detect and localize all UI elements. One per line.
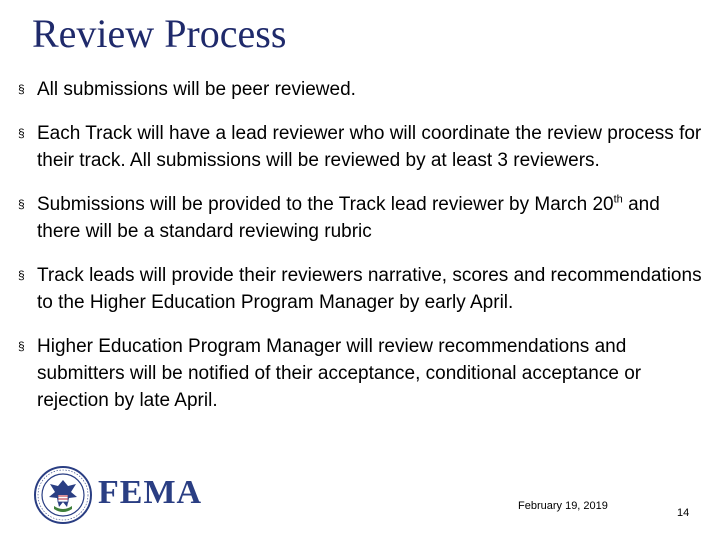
- bullet-text-start: Submissions will be provided to the Track lead reviewer by March 20: [37, 194, 614, 215]
- bullet-marker: §: [18, 126, 25, 140]
- bullet-text-end: and there will be a standard reviewing rubric: [37, 194, 660, 242]
- dhs-seal-icon: [34, 466, 92, 524]
- page-number: 14: [677, 507, 690, 519]
- bullet-item: [18, 191, 708, 245]
- fema-wordmark: FEMA: [98, 474, 203, 511]
- bullet-item: [18, 333, 708, 414]
- bullet-superscript: th: [613, 193, 623, 206]
- bullet-text: Each Track will have a lead reviewer who will coordinate the review process for their track. All submissions will be reviewed by at least 3 reviewers.: [37, 123, 702, 171]
- bullet-item: [18, 76, 708, 103]
- bullet-marker: §: [18, 82, 25, 96]
- fema-logo: [30, 464, 203, 526]
- bullet-item: [18, 262, 708, 316]
- bullet-marker: §: [18, 339, 25, 353]
- slide-title: Review Process: [32, 11, 287, 56]
- bullet-marker: §: [18, 268, 25, 282]
- bullet-list: [18, 76, 708, 431]
- footer-date: February 19, 2019: [518, 500, 608, 512]
- bullet-text: All submissions will be peer reviewed.: [37, 79, 356, 100]
- bullet-text: Higher Education Program Manager will review recommendations and submitters will be notified of their acceptance, conditional acceptance or rejection by late April.: [37, 336, 642, 411]
- bullet-text: Track leads will provide their reviewers narrative, scores and recommendations to the Higher Education Program Manager by early April.: [37, 265, 702, 313]
- bullet-marker: §: [18, 197, 25, 211]
- bullet-item: [18, 120, 708, 174]
